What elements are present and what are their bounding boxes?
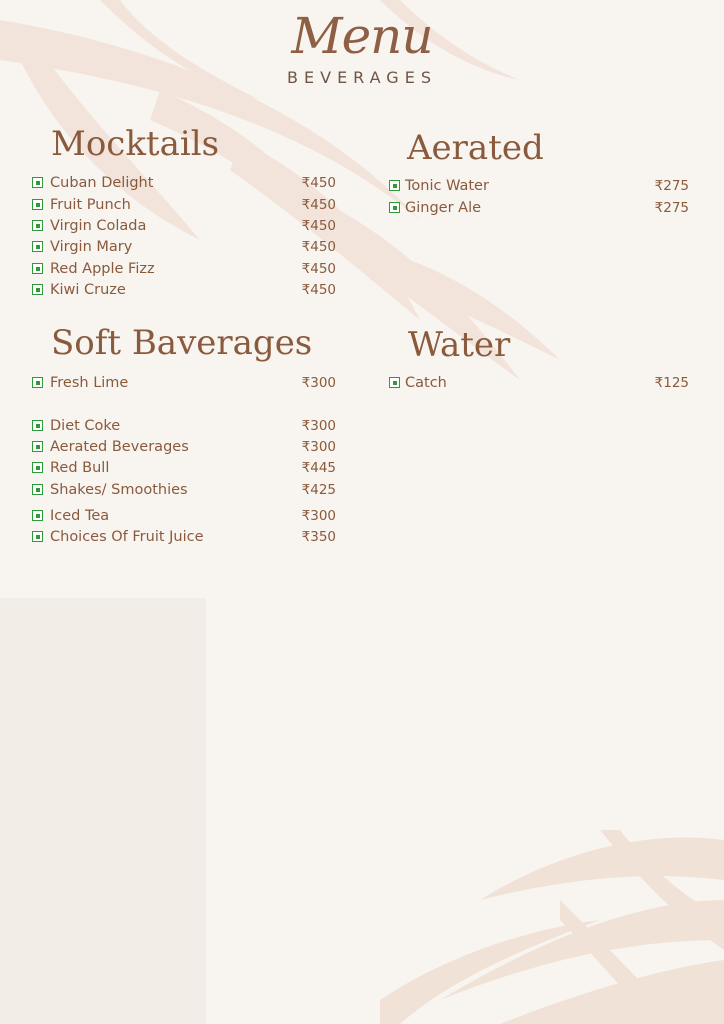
veg-mark-icon — [32, 241, 43, 252]
section-title-mocktails: Mocktails — [51, 124, 220, 164]
menu-item — [32, 196, 336, 216]
item-price: ₹450 — [301, 197, 336, 213]
veg-mark-icon — [389, 377, 400, 388]
menu-item — [32, 507, 336, 527]
section-title-soft-beverages: Soft Baverages — [51, 323, 313, 363]
veg-mark-icon — [32, 531, 43, 542]
item-name: Fresh Lime — [50, 375, 129, 391]
item-price: ₹450 — [301, 239, 336, 255]
veg-mark-icon — [32, 441, 43, 452]
veg-mark-icon — [32, 462, 43, 473]
veg-mark-icon — [389, 180, 400, 191]
item-name: Tonic Water — [405, 178, 489, 194]
menu-item — [32, 528, 336, 548]
menu-item — [32, 260, 336, 280]
menu-item — [32, 281, 336, 301]
item-name: Iced Tea — [50, 508, 110, 524]
veg-mark-icon — [32, 199, 43, 210]
menu-script-title: Menu — [291, 7, 433, 65]
item-price: ₹125 — [654, 375, 689, 391]
veg-mark-icon — [32, 284, 43, 295]
item-price: ₹350 — [301, 529, 336, 545]
item-price: ₹300 — [301, 375, 336, 391]
item-price: ₹450 — [301, 218, 336, 234]
menu-item — [389, 177, 689, 197]
item-name: Shakes/ Smoothies — [50, 482, 188, 498]
item-price: ₹425 — [301, 482, 336, 498]
veg-mark-icon — [32, 377, 43, 388]
item-price: ₹300 — [301, 418, 336, 434]
item-name: Choices Of Fruit Juice — [50, 529, 204, 545]
item-price: ₹300 — [301, 508, 336, 524]
menu-item — [32, 459, 336, 479]
item-name: Fruit Punch — [50, 197, 131, 213]
menu-item — [32, 481, 336, 501]
background-panel — [0, 598, 206, 1024]
menu-item — [32, 374, 336, 394]
item-price: ₹450 — [301, 282, 336, 298]
item-name: Diet Coke — [50, 418, 121, 434]
menu-item — [389, 199, 689, 219]
menu-item — [32, 438, 336, 458]
section-title-aerated: Aerated — [407, 128, 544, 168]
item-price: ₹300 — [301, 439, 336, 455]
menu-item — [32, 217, 336, 237]
item-name: Ginger Ale — [405, 200, 482, 216]
section-title-water: Water — [408, 325, 511, 365]
item-name: Red Bull — [50, 460, 110, 476]
menu-item — [389, 374, 689, 394]
item-name: Catch — [405, 375, 447, 391]
item-name: Cuban Delight — [50, 175, 154, 191]
item-price: ₹450 — [301, 261, 336, 277]
veg-mark-icon — [32, 177, 43, 188]
menu-item — [32, 238, 336, 258]
item-name: Virgin Colada — [50, 218, 147, 234]
veg-mark-icon — [32, 220, 43, 231]
veg-mark-icon — [32, 484, 43, 495]
veg-mark-icon — [389, 202, 400, 213]
veg-mark-icon — [32, 510, 43, 521]
item-name: Red Apple Fizz — [50, 261, 155, 277]
item-price: ₹275 — [654, 200, 689, 216]
menu-item — [32, 417, 336, 437]
veg-mark-icon — [32, 263, 43, 274]
menu-subtitle: BEVERAGES — [287, 68, 437, 87]
veg-mark-icon — [32, 420, 43, 431]
item-name: Aerated Beverages — [50, 439, 189, 455]
menu-item — [32, 174, 336, 194]
item-price: ₹450 — [301, 175, 336, 191]
item-name: Virgin Mary — [50, 239, 133, 255]
item-price: ₹445 — [301, 460, 336, 476]
item-price: ₹275 — [654, 178, 689, 194]
item-name: Kiwi Cruze — [50, 282, 126, 298]
